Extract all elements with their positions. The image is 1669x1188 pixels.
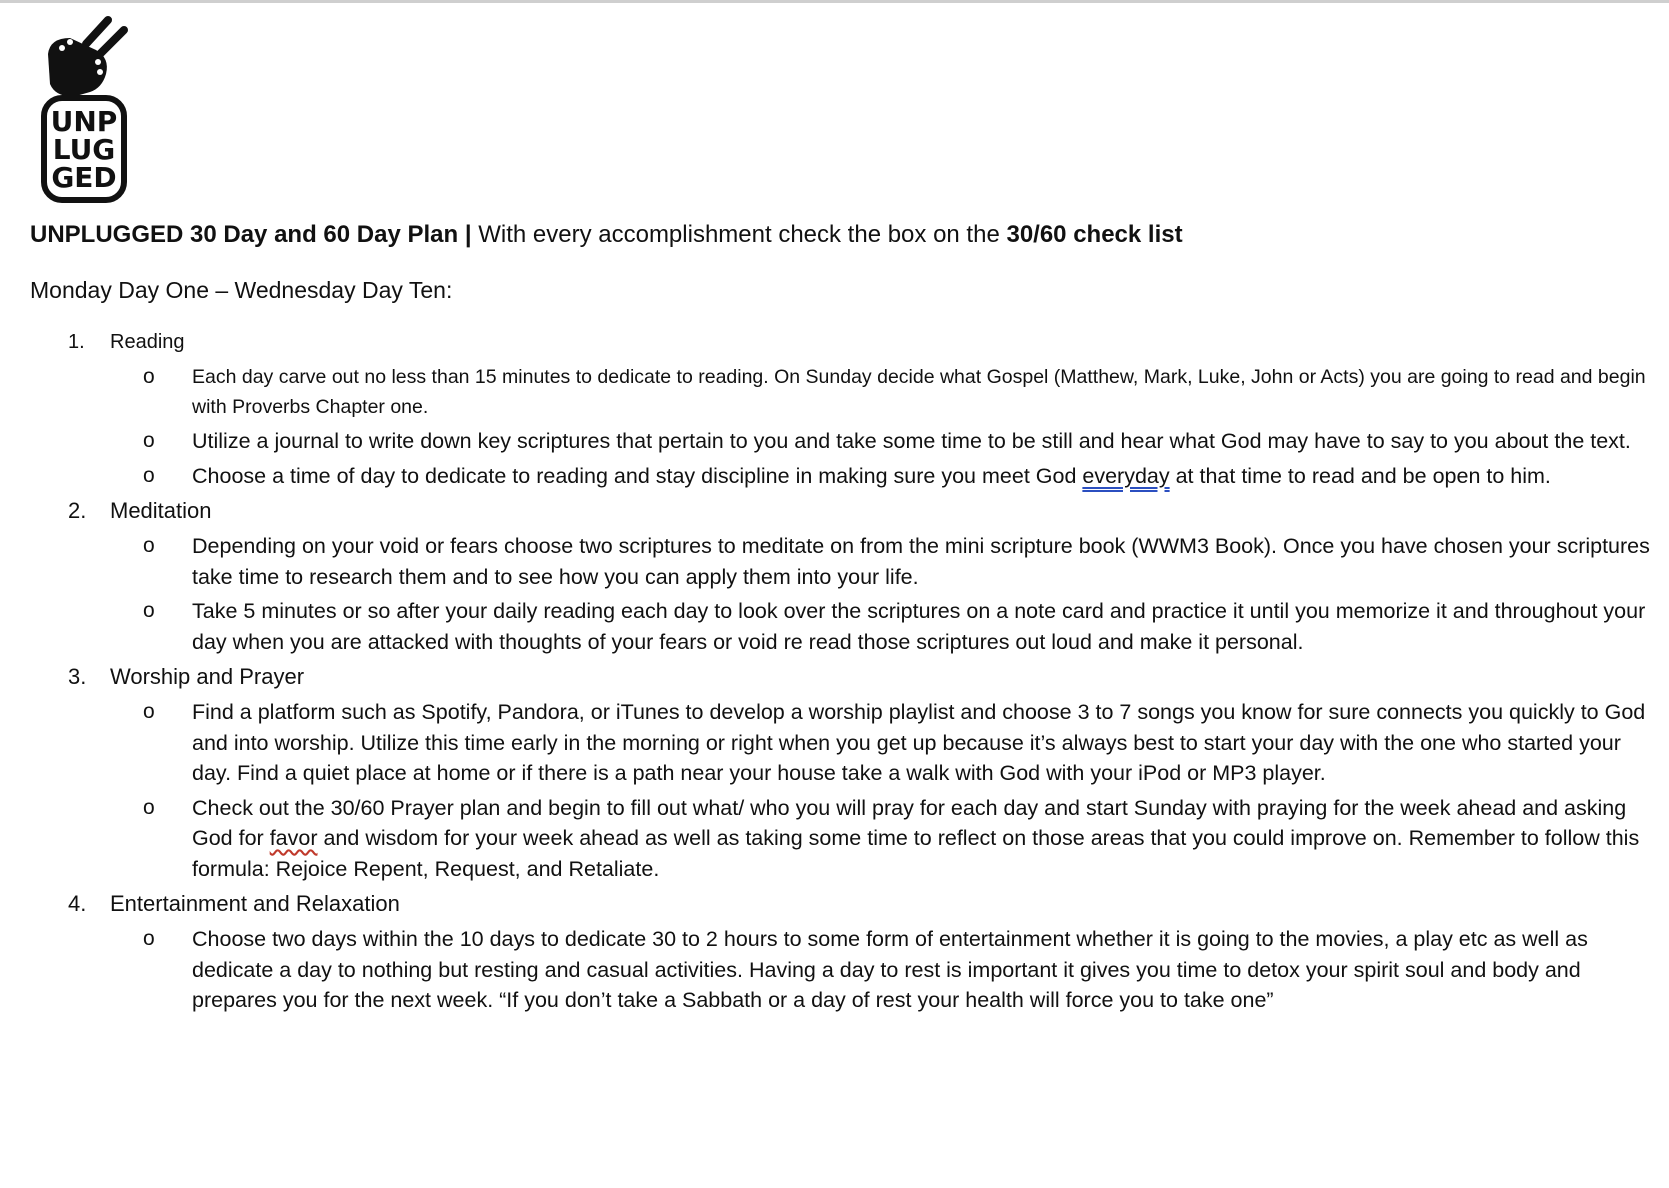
item-number: 3. <box>68 664 87 689</box>
sub-item <box>30 793 1650 885</box>
title-bold-tail: 30/60 check list <box>1006 221 1183 248</box>
bullet-icon: o <box>143 700 155 723</box>
plug-icon <box>40 14 136 206</box>
grammar-marked-word[interactable]: everyday <box>1082 463 1170 488</box>
document-body <box>30 218 1650 1020</box>
title-text: With every accomplishment check the box on the <box>478 221 1007 248</box>
sub-item <box>30 362 1650 422</box>
logo-line-3: GED <box>51 161 117 194</box>
plan-list <box>30 326 1650 1016</box>
title-bold: UNPLUGGED 30 Day and 60 Day Plan <box>30 221 459 248</box>
item-heading: Entertainment and Relaxation <box>110 891 400 916</box>
bullet-icon: o <box>143 795 155 819</box>
bullet-icon: o <box>143 365 155 388</box>
item-heading: Worship and Prayer <box>110 664 305 689</box>
sub-list <box>30 697 1650 884</box>
unplugged-logo <box>40 14 136 206</box>
bullet-icon: o <box>143 534 155 557</box>
sub-item <box>30 426 1650 457</box>
sub-item-text: Choose two days within the 10 days to dedicate 30 to 2 hours to some form of entertainment whether it is going to the movies, a play etc as well as dedicate a day to nothing but resting and casual activities. Having a day to rest is important it gives you time to detox your spirit soul and body and prepares you for the next week. “If you don’t take a Sabbath or a day of rest your health will force you to take one” <box>192 927 1588 1012</box>
list-item-meditation <box>30 495 1650 657</box>
item-heading: Meditation <box>110 498 212 523</box>
logo-line-2: LUG <box>52 133 116 166</box>
logo-line-1: UNP <box>50 105 118 138</box>
sub-list <box>30 362 1650 491</box>
sub-item-text-before: Check out the 30/60 Prayer plan and begin to fill out what/ who you will pray for each day and start Sunday with praying for the week ahead and asking God for <box>192 795 1627 850</box>
sub-item-text: Each day carve out no less than 15 minutes to dedicate to reading. On Sunday decide what Gospel (Matthew, Mark, Luke, John or Acts) you are going to read and begin with Proverbs Chapter one. <box>192 366 1646 418</box>
top-border <box>0 0 1669 3</box>
sub-list <box>30 924 1650 1016</box>
section-heading: Monday Day One – Wednesday Day Ten: <box>30 277 453 303</box>
sub-item <box>30 531 1650 592</box>
sub-item-text: Depending on your void or fears choose two scriptures to meditate on from the mini scripture book (WWM3 Book). Once you have chosen your scriptures take time to research them and to see how you can apply them into your life. <box>192 534 1650 589</box>
item-number: 1. <box>68 331 85 353</box>
sub-item <box>30 924 1650 1016</box>
item-number: 4. <box>68 891 87 916</box>
bullet-icon: o <box>143 927 155 950</box>
bullet-icon: o <box>143 429 155 452</box>
bullet-icon: o <box>143 599 155 622</box>
item-number: 2. <box>68 498 87 523</box>
list-item-entertainment-relaxation <box>30 888 1650 1016</box>
sub-item-text: Take 5 minutes or so after your daily reading each day to look over the scriptures on a note card and practice it until you memorize it and throughout your day when you are attacked with thoughts of your fears or void re read those scriptures out loud and make it personal. <box>192 599 1646 654</box>
sub-item-text: Utilize a journal to write down key scriptures that pertain to you and take some time to be still and hear what God may have to say to you about the text. <box>192 429 1631 453</box>
sub-item-text-after: at that time to read and be open to him. <box>1169 463 1551 488</box>
title-separator: | <box>458 221 479 248</box>
sub-item <box>30 596 1650 657</box>
sub-list <box>30 531 1650 657</box>
document-title <box>30 218 1650 252</box>
item-heading: Reading <box>110 331 185 353</box>
bullet-icon: o <box>143 463 155 487</box>
sub-item-text: Find a platform such as Spotify, Pandora, or iTunes to develop a worship playlist and choose 3 to 7 songs you know for sure connects you quickly to God and into worship. Utilize this time early in the morning or right when you get up because it’s always best to start your day with the one who started your day. Find a quiet place at home or if there is a path near your house take a walk with God with your iPod or MP3 player. <box>192 700 1646 785</box>
sub-item <box>30 461 1650 492</box>
sub-item <box>30 697 1650 789</box>
list-item-reading <box>30 326 1650 491</box>
list-item-worship-prayer <box>30 661 1650 884</box>
sub-item-text-before: Choose a time of day to dedicate to reading and stay discipline in making sure you meet God <box>192 463 1083 488</box>
spelling-marked-word[interactable]: favor <box>269 826 318 850</box>
sub-item-text-after: and wisdom for your week ahead as well as taking some time to reflect on those areas that you could improve on. Remember to follow this formula: Rejoice Repent, Request, and Retaliate. <box>192 826 1640 881</box>
